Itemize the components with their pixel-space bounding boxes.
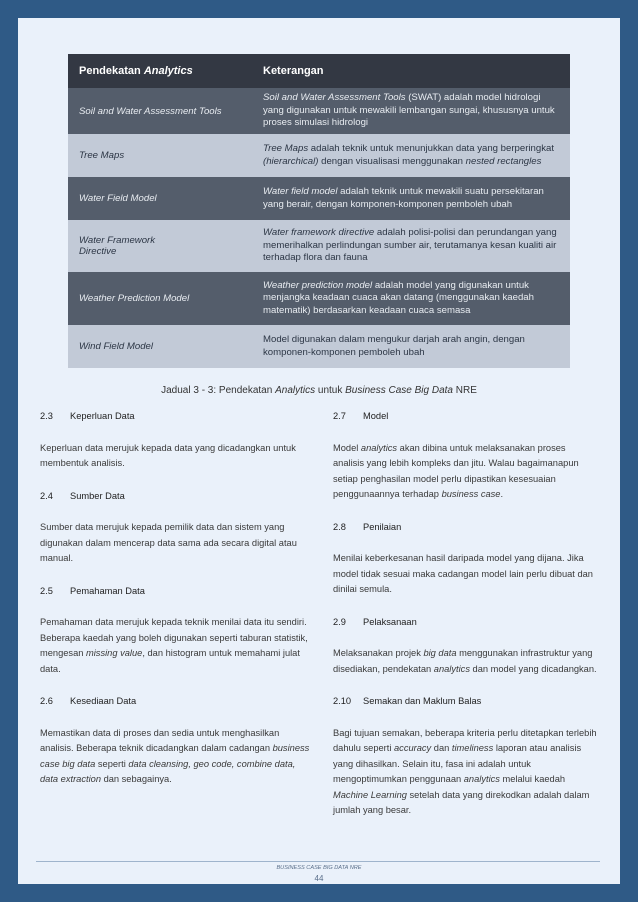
- section-heading: 2.6 Kesediaan Data: [40, 696, 137, 706]
- table-row: [68, 325, 570, 368]
- section-body: Menilai keberkesanan hasil daripada model yang dijana. Jika model tidak sesuai maka cadangan model lain perlu dibuat dan dinilai semula.: [333, 553, 593, 594]
- table-row: [68, 134, 570, 177]
- section-heading: 2.9 Pelaksanaan: [333, 616, 417, 627]
- table-caption: Jadual 3 - 3: Pendekatan Analytics untuk Business Case Big Data NRE: [161, 385, 477, 396]
- section-body: Model analytics akan dibina untuk melaksanakan proses analisis yang lebih kompleks dan jitu. Walau bagaimanapun setiap penghasilan model perlu dipastikan kesesuaian penggunaannya terhadap business case.: [333, 442, 579, 499]
- approach-description: Tree Maps adalah teknik untuk menunjukkan data yang berperingkat (hierarchical) dengan visualisasi menggunakan nested rectangles: [263, 143, 555, 167]
- table-row: [68, 220, 570, 272]
- table-row: [68, 177, 570, 220]
- section-body: Sumber data merujuk kepada pemilik data dan sistem yang digunakan dalam mencerap data sama ada secara digital atau manual.: [40, 522, 297, 563]
- header-approach: Pendekatan Analytics: [79, 65, 193, 77]
- header-description: Keterangan: [263, 64, 324, 77]
- section-body: Pemahaman data merujuk kepada teknik menilai data itu sendiri. Beberapa kaedah yang boleh digunakan seperti taburan statistik, mengesan missing value, dan histogram untuk memahami julat data.: [40, 617, 308, 674]
- section-heading: 2.10 Semakan dan Maklum Balas: [333, 696, 482, 706]
- section-heading: 2.8 Penilaian: [333, 521, 402, 532]
- approach-description: Model digunakan dalam mengukur darjah arah angin, dengan komponen-komponen pemboleh ubah: [263, 334, 525, 358]
- table-header-row: [68, 54, 570, 88]
- section-body: Keperluan data merujuk kepada data yang dicadangkan untuk membentuk analisis.: [40, 442, 296, 468]
- approach-description: Water framework directive adalah polisi-polisi dan perundangan yang memerihalkan perlindungan sumber air, terutamanya kesan kualiti air terhadap flora dan fauna: [263, 227, 557, 264]
- footer-title: BUSINESS CASE BIG DATA NRE: [276, 865, 362, 871]
- approach-description: Water field model adalah teknik untuk mewakili suatu persekitaran yang berair, dengan komponen-komponen pemboleh ubah: [263, 186, 544, 210]
- approach-description: Weather prediction model adalah model yang digunakan untuk menjangka keadaan cuaca akan datang (menggunakan kaedah matematik) berdasarkan keadaan cuaca semasa: [263, 279, 534, 316]
- table-row: [68, 272, 570, 325]
- approach-name: Weather Prediction Model: [79, 293, 190, 304]
- approach-name: Water Field Model: [79, 193, 157, 204]
- approach-name: Soil and Water Assessment Tools: [79, 105, 222, 117]
- approach-name: Water Framework Directive: [79, 235, 156, 257]
- section-body: Melaksanakan projek big data menggunakan infrastruktur yang disediakan, pendekatan analytics dan model yang dicadangkan.: [333, 648, 597, 674]
- approach-description: Soil and Water Assessment Tools (SWAT) adalah model hidrologi yang digunakan untuk mewakili lembangan sungai, khususnya untuk proses simulasi hidrologi: [263, 92, 555, 129]
- left-column: [40, 409, 310, 788]
- section-body: Memastikan data di proses dan sedia untuk menghasilkan analisis. Beberapa teknik dicadangkan dalam cadangan business case big data seperti data cleansing, geo code, combine data, data extraction dan sebagainya.: [40, 727, 310, 784]
- approach-name: Wind Field Model: [79, 341, 154, 352]
- footer-divider: [36, 861, 600, 862]
- page-number: 44: [314, 874, 324, 883]
- document-page: [18, 18, 620, 884]
- approach-name: Tree Maps: [79, 150, 125, 161]
- analytics-approach-table: [68, 54, 570, 368]
- table-row: [68, 88, 570, 134]
- section-heading: 2.4 Sumber Data: [40, 490, 125, 501]
- section-heading: 2.3 Keperluan Data: [40, 411, 135, 421]
- right-column: [333, 409, 598, 819]
- section-heading: 2.5 Pemahaman Data: [40, 585, 145, 596]
- section-heading: 2.7 Model: [333, 411, 389, 421]
- section-body: Bagi tujuan semakan, beberapa kriteria perlu ditetapkan terlebih dahulu seperti accuracy dan timeliness laporan atau analisis yang dihasilkan. Selain itu, fasa ini adalah untuk mengoptimumkan penggunaan analytics melalui kaedah Machine Learning setelah data yang direkodkan adalah dalam jumlah yang besar.: [333, 727, 597, 815]
